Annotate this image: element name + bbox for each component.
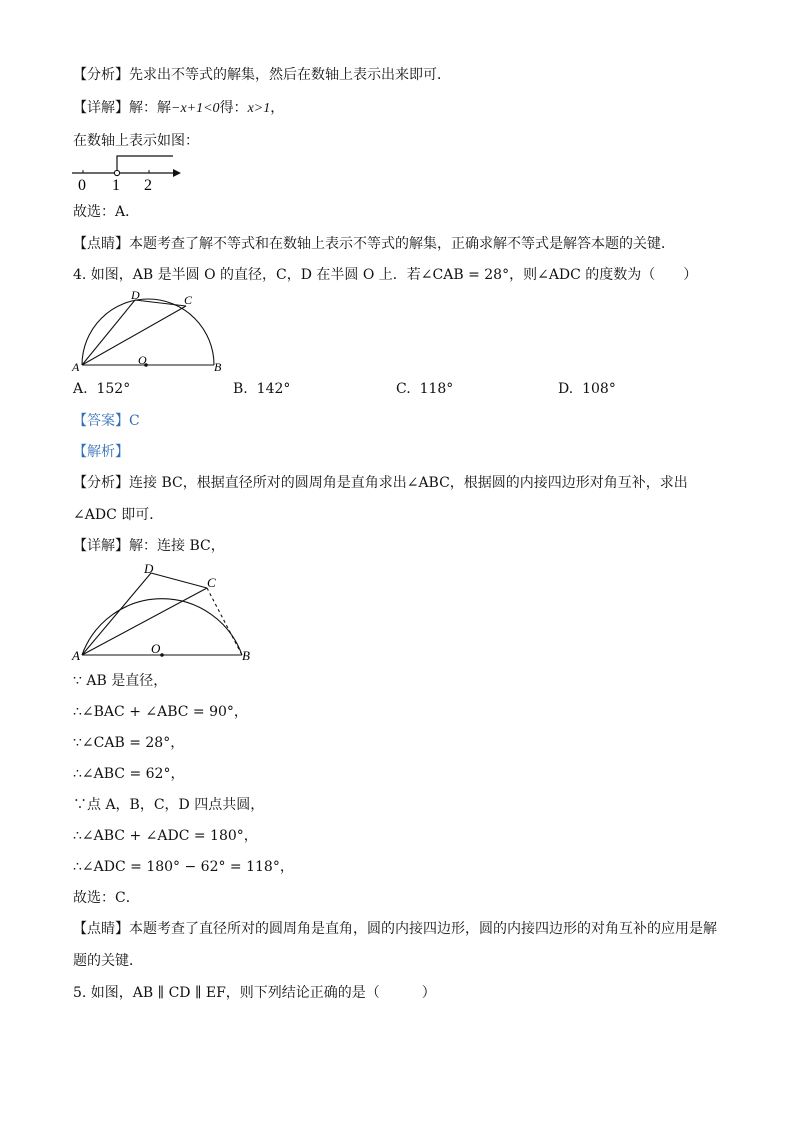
q3-detail-end: ， bbox=[270, 100, 285, 116]
label-c: C bbox=[184, 293, 193, 307]
option-b-letter: B. bbox=[233, 381, 248, 397]
segment-dc bbox=[151, 573, 207, 588]
q3-analysis: 【分析】先求出不等式的解集，然后在数轴上表示出来即可． bbox=[73, 67, 451, 83]
segment-ad bbox=[82, 573, 151, 655]
solution-ray bbox=[117, 156, 173, 170]
q3-comment: 【点睛】本题考查了解不等式和在数轴上表示不等式的解集，正确求解不等式是解答本题的关键． bbox=[73, 236, 675, 252]
q4-analysis-line2: ∠ADC 即可． bbox=[73, 507, 164, 523]
q3-inequality: −x+1<0 bbox=[171, 101, 220, 116]
q3-solution: x>1 bbox=[247, 101, 271, 116]
q5-stem: 5. 如图，AB ∥ CD ∥ EF，则下列结论正确的是（ ） bbox=[73, 985, 436, 1001]
number-line-arrow-icon bbox=[173, 169, 181, 177]
number-line-figure bbox=[70, 150, 185, 195]
q4-step-1: ∵ AB 是直径， bbox=[73, 673, 168, 689]
q4-answer: 【答案】C bbox=[73, 413, 140, 429]
semicircle-figure-2 bbox=[70, 560, 260, 665]
q3-choice: 故选：A． bbox=[73, 204, 140, 220]
option-a-letter: A. bbox=[73, 381, 88, 397]
q4-step-4: ∴∠ABC = 62°， bbox=[73, 766, 185, 782]
option-a bbox=[73, 379, 130, 399]
label-a: A bbox=[72, 648, 80, 663]
q4-choice: 故选：C． bbox=[73, 890, 140, 906]
q4-step-6: ∴∠ABC + ∠ADC = 180°， bbox=[73, 828, 258, 844]
option-d bbox=[558, 379, 616, 399]
label-b: B bbox=[214, 360, 222, 374]
q4-stem: 4. 如图，AB 是半圆 O 的直径，C，D 在半圆 O 上．若∠CAB = 28°，则∠ADC 的度数为（ ） bbox=[73, 267, 698, 283]
q4-analysis-line1: 【分析】连接 BC，根据直径所对的圆周角是直角求出∠ABC，根据圆的内接四边形对角互补，求出 bbox=[73, 475, 688, 491]
label-d: D bbox=[144, 561, 154, 576]
q4-step-7: ∴∠ADC = 180° − 62° = 118°， bbox=[73, 859, 294, 875]
q3-detail-prefix: 【详解】解：解 bbox=[73, 100, 171, 116]
segment-ac bbox=[82, 306, 186, 365]
q4-comment-line2: 题的关键． bbox=[73, 953, 143, 969]
q3-numberline-intro: 在数轴上表示如图： bbox=[73, 133, 199, 149]
open-point-1 bbox=[114, 170, 119, 175]
tick-label-2: 2 bbox=[144, 177, 152, 194]
q4-step-3: ∵∠CAB = 28°， bbox=[73, 735, 185, 751]
center-point-o bbox=[160, 653, 164, 657]
option-c bbox=[396, 379, 453, 399]
q4-step-2: ∴∠BAC + ∠ABC = 90°， bbox=[73, 704, 248, 720]
semicircle-figure-1 bbox=[70, 288, 230, 373]
label-b: B bbox=[242, 648, 250, 663]
label-d: D bbox=[131, 288, 140, 302]
q4-detail: 【详解】解：连接 BC， bbox=[73, 538, 225, 554]
semicircle-arc bbox=[82, 299, 214, 365]
segment-bc-dashed bbox=[207, 588, 242, 655]
option-b bbox=[233, 379, 290, 399]
segment-dc bbox=[135, 300, 186, 306]
label-o: O bbox=[138, 353, 147, 367]
q3-detail bbox=[73, 98, 284, 119]
option-a-value: 152° bbox=[96, 381, 131, 397]
option-d-letter: D. bbox=[558, 381, 574, 397]
option-b-value: 142° bbox=[256, 381, 291, 397]
label-o: O bbox=[151, 641, 161, 656]
q4-step-5: ∵点 A，B，C，D 四点共圆， bbox=[73, 797, 265, 813]
label-a: A bbox=[72, 360, 80, 374]
option-c-value: 118° bbox=[419, 381, 454, 397]
q3-detail-mid: 得： bbox=[219, 100, 248, 116]
option-d-value: 108° bbox=[582, 381, 616, 397]
q4-comment-line1: 【点睛】本题考查了直径所对的圆周角是直角，圆的内接四边形，圆的内接四边形的对角互补的应用是解 bbox=[73, 921, 717, 937]
option-c-letter: C. bbox=[396, 381, 411, 397]
tick-label-1: 1 bbox=[112, 177, 120, 194]
q4-explanation-head: 【解析】 bbox=[73, 444, 129, 460]
segment-ac bbox=[82, 588, 207, 655]
tick-label-0: 0 bbox=[78, 177, 86, 194]
label-c: C bbox=[207, 575, 216, 590]
